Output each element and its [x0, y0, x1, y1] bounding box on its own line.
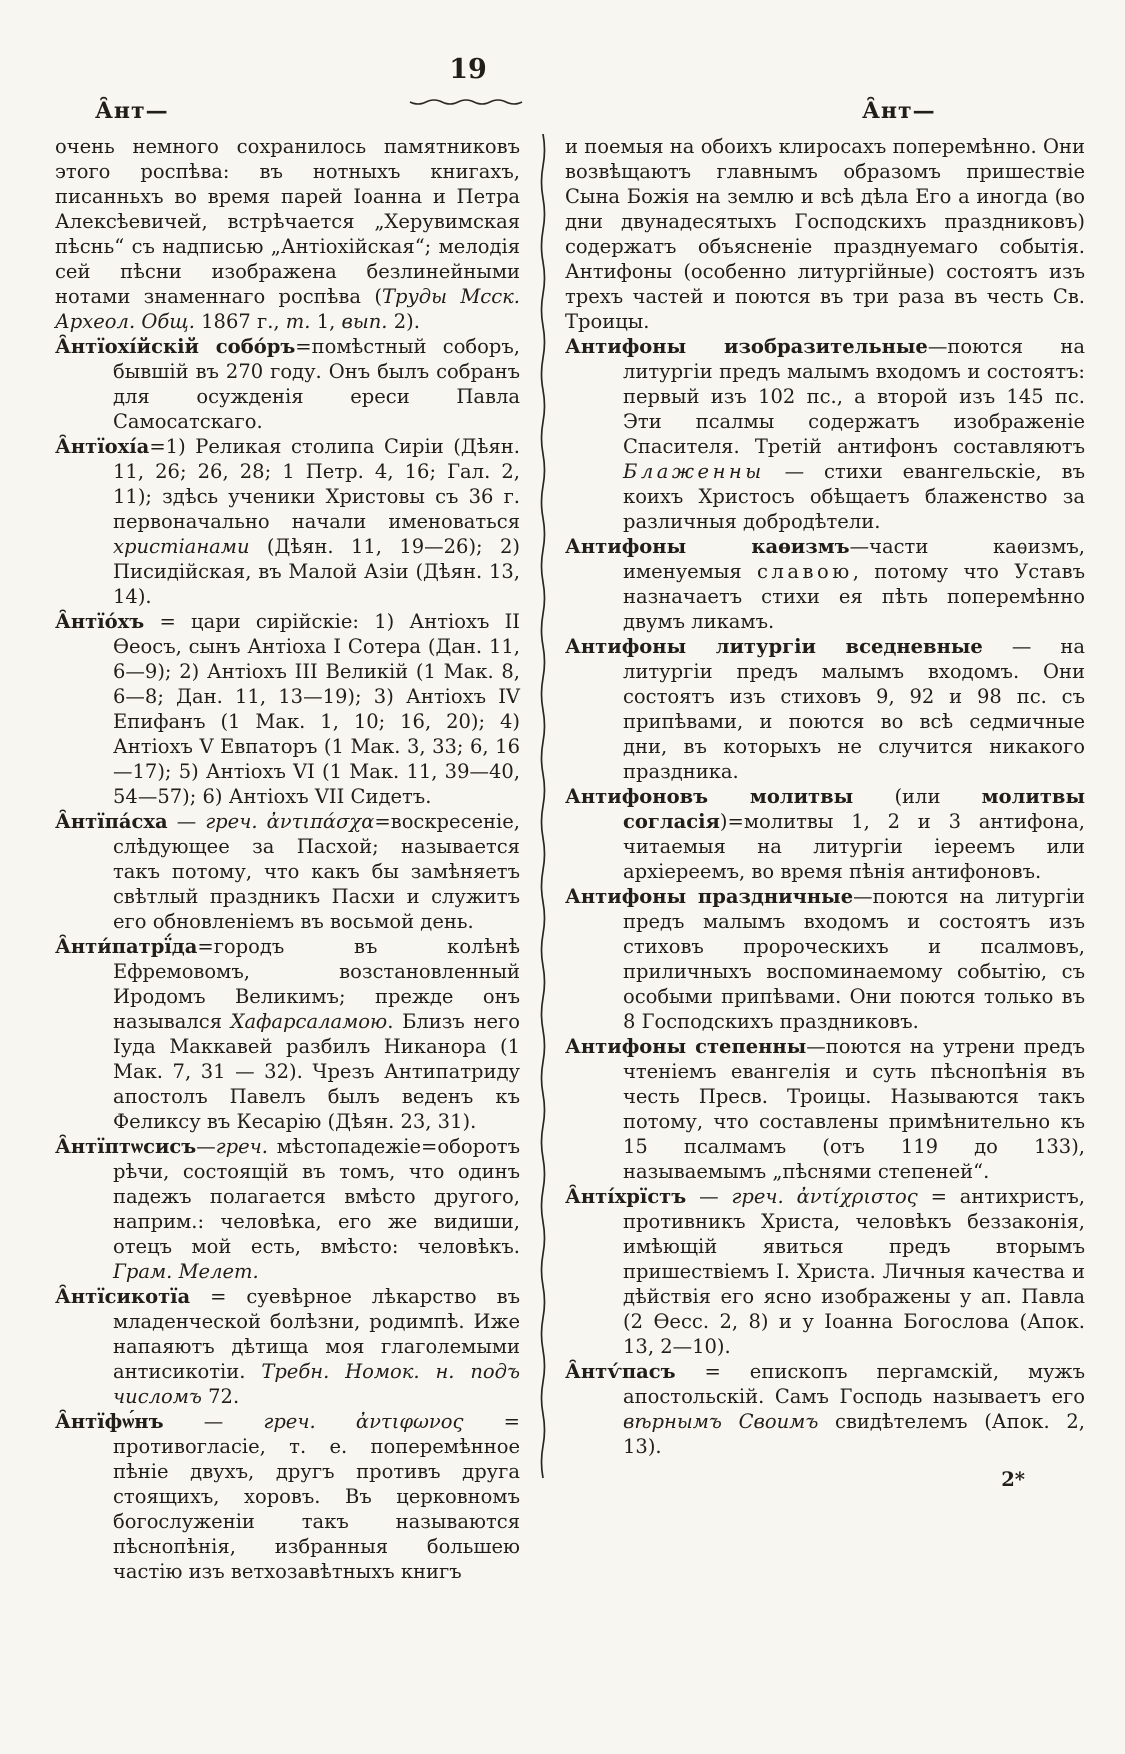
- greek-term: ἀντιφωνος: [355, 1410, 464, 1433]
- wavy-divider-icon: [538, 134, 548, 1494]
- headword: А̑нти́патрї́да: [55, 935, 198, 958]
- body-text: свидѣтелемъ (Апок. 2, 13).: [623, 1410, 1085, 1458]
- headword: молитвы согласія: [623, 785, 1085, 833]
- body-text: =воскресеніе, слѣдующее за Пасхой; называется такъ потому, что какъ бы замѣняетъ свѣтлый праздникъ Пасхи и служитъ его обновленіемъ въ восьмой день.: [113, 810, 520, 933]
- right-column-entries: [565, 134, 1085, 1459]
- emphasized-text: славою: [757, 560, 853, 583]
- emphasized-text: Хафарсаламою: [230, 1010, 388, 1033]
- headword: Антифоны праздничные: [565, 885, 854, 908]
- headword: А̑нті́хрїстъ: [565, 1185, 687, 1208]
- emphasized-text: вып.: [341, 310, 388, 333]
- dictionary-entry: [55, 1409, 520, 1584]
- body-text: 2).: [387, 310, 420, 333]
- body-text: —: [686, 1185, 732, 1208]
- emphasized-text: греч.: [731, 1185, 784, 1208]
- dictionary-entry: [565, 884, 1085, 1034]
- body-text: = епископъ пергамскій, мужъ апостольскій. Самъ Господь называетъ его: [623, 1360, 1085, 1408]
- emphasized-text: Требн. Номок. н. подъ числомъ: [113, 1360, 520, 1408]
- headword: А̑нтїохі́а: [55, 435, 150, 458]
- dictionary-entry: [565, 1034, 1085, 1184]
- emphasized-text: вѣрнымъ Своимъ: [623, 1410, 819, 1433]
- headword: Антифоны литургіи вседневные: [565, 635, 983, 658]
- dictionary-entry: [55, 434, 520, 609]
- headword: Антифоновъ молитвы: [565, 785, 854, 808]
- headword: А̑нтїфѡ́нъ: [55, 1410, 164, 1433]
- body-text: = антихристъ, противникъ Христа, человѣкъ беззаконія, имѣющій явиться предъ вторымъ пришествіемъ І. Христа. Личныя качества и дѣйствія его ясно изображены у ап. Павла (2 Ѳесс. 2, 8) и у Іоанна Богослова (Апок. 13, 2—10).: [623, 1185, 1086, 1358]
- body-text: = цари сирійскіе: 1) Антіохъ II Ѳеосъ, сынъ Антіоха I Сотера (Дан. 11, 6—9); 2) Антіохъ III Великій (1 Мак. 8, 6—8; Дан. 11, 13—19); 3) Антіохъ IV Епифанъ (1 Мак. 1, 10; 16, 20); 4) Антіохъ V Евпаторъ (1 Мак. 3, 33; 6, 16—17); 5) Антіохъ VI (1 Мак. 11, 39—40, 54—57); 6) Антіохъ VII Сидетъ.: [113, 610, 520, 808]
- page-number: 19: [449, 54, 487, 85]
- body-text: —части каѳизмъ, именуемыя: [623, 535, 1085, 583]
- running-head-right: А̑нт—: [862, 98, 936, 124]
- body-text: 1,: [310, 310, 342, 333]
- body-text: [316, 1410, 356, 1433]
- signature-mark: 2*: [1001, 1468, 1025, 1491]
- headword: А̑нтїсикотїа: [55, 1285, 191, 1308]
- dictionary-entry: [55, 609, 520, 809]
- dictionary-entry: [55, 334, 520, 434]
- emphasized-text: Труды Мсск. Археол. Общ.: [55, 285, 520, 333]
- dictionary-entry: [565, 534, 1085, 634]
- continuation-paragraph: [55, 134, 520, 334]
- body-text: (или: [853, 785, 982, 808]
- body-text: =помѣстный соборъ, бывшій въ 270 году. Онъ былъ собранъ для осужденія ереси Павла Самосатскаго.: [113, 335, 520, 433]
- wavy-underline-icon: [408, 97, 528, 107]
- body-text: — стихи евангельскіе, въ коихъ Христосъ обѣщаетъ блаженство за различныя добродѣтели.: [623, 460, 1085, 533]
- page-number-wavy-rule: [408, 92, 528, 102]
- body-text: [258, 810, 267, 833]
- headword: А̑нтїпа́сха: [55, 810, 168, 833]
- dictionary-entry: [55, 809, 520, 934]
- body-text: —: [196, 1135, 216, 1158]
- body-text: и поемыя на обоихъ клиросахъ поперемѣнно. Они возвѣщаютъ главнымъ образомъ пришествіе Сына Божія на землю и всѣ дѣла Его а иногда (во дни двунадесятыхъ Господскихъ праздниковъ) содержатъ объясненіе празднуемаго событія. Антифоны (особенно литургійные) состоятъ изъ трехъ частей и поются въ три раза въ честь Св. Троицы.: [565, 135, 1085, 333]
- headword: А̑нтїохі́йскій собо́ръ: [55, 335, 296, 358]
- dictionary-entry: [565, 1184, 1085, 1359]
- emphasized-text: т.: [285, 310, 311, 333]
- greek-term: ἀντίχριστος: [796, 1185, 918, 1208]
- body-text: )=молитвы 1, 2 и 3 антифона, читаемыя на литургіи іереемъ или архіереемъ, во время пѣнія антифоновъ.: [623, 810, 1085, 883]
- dictionary-entry: [565, 334, 1085, 534]
- body-text: мѣстопадежіе=оборотъ рѣчи, состоящій въ томъ, что одинъ падежъ полагается вмѣсто другого, наприм.: человѣка, его же видиши, отецъ мой есть, вмѣсто: человѣкъ.: [113, 1135, 520, 1258]
- headword: А̑нтїо́хъ: [55, 610, 145, 633]
- body-text: очень немного сохранилось памятниковъ этого роспѣва: въ нотныхъ книгахъ, писанньхъ во время парей Іоанна и Петра Алексѣевичей, встрѣчается „Херувимская пѣснь“ съ надписью „Антіохійская“; мелодія сей пѣсни изображена безлинейными нотами знаменнаго роспѣва (: [55, 135, 520, 308]
- running-head-left: А̑нт—: [95, 98, 169, 124]
- body-text: = противогласіе, т. е. поперемѣнное пѣніе двухъ, другъ противъ друга стоящихъ, хоровъ. Въ церковномъ богослуженіи такъ называются пѣснопѣнія, избранныя большею частію изъ ветхозавѣтныхъ книгъ: [113, 1410, 520, 1583]
- emphasized-text: Грам. Мелет.: [113, 1260, 259, 1283]
- continuation-paragraph: [565, 134, 1085, 334]
- headword: Антифоны степенны: [565, 1035, 807, 1058]
- emphasized-text: греч.: [263, 1410, 316, 1433]
- column-divider: [520, 134, 565, 1494]
- headword: Антифоны каѳизмъ: [565, 535, 850, 558]
- body-text: —: [163, 1410, 264, 1433]
- emphasized-text: греч.: [215, 1135, 268, 1158]
- headword: А̑нтїптѡсисъ: [55, 1135, 197, 1158]
- body-text: =1) Реликая столипа Сиріи (Дѣян. 11, 26; 26, 28; 1 Петр. 4, 16; Гал. 2, 11); здѣсь ученики Христовы съ 36 г. первоначально начали именоваться: [113, 435, 520, 533]
- dictionary-entry: [55, 1134, 520, 1284]
- body-text: 72.: [201, 1385, 240, 1408]
- dictionary-entry: [55, 1284, 520, 1409]
- body-text: —поются на литургіи предъ малымъ входомъ и состоятъ изъ стиховъ пророческихъ и псалмовъ, приличныхъ воспоминаемому событію, съ особыми припѣвами. Они поются только въ 8 Господскихъ праздниковъ.: [623, 885, 1085, 1033]
- dictionary-entry: [565, 634, 1085, 784]
- body-text: —поются на утрени предъ чтеніемъ евангелія и суть пѣснопѣнія въ честь Пресв. Троицы. Называются такъ потому, что составлены примѣнительно къ 15 псалмамъ (отъ 119 до 133), называемымъ „пѣснями степеней“.: [623, 1035, 1086, 1183]
- emphasized-text: Блаженны: [623, 460, 765, 483]
- body-text: = суевѣрное лѣкарство въ младенческой болѣзни, родимпѣ. Иже напаяютъ дѣтища моя глаголемыми антисикотіи.: [113, 1285, 520, 1383]
- left-column: [55, 134, 520, 1754]
- body-text: 1867 г.,: [194, 310, 286, 333]
- body-text: —: [167, 810, 206, 833]
- dictionary-entry: [565, 1359, 1085, 1459]
- headword: Антифоны изобразительные: [565, 335, 928, 358]
- text-columns: [55, 134, 1085, 1754]
- greek-term: ἀντιπάσχα: [266, 810, 375, 833]
- body-text: —поются на литургіи предъ малымъ входомъ и состоятъ: первый изъ 102 пс., а второй изъ 145 пс. Эти псалмы содержатъ изображеніе Спасителя. Третій антифонъ составляютъ: [623, 335, 1085, 458]
- body-text: =городъ въ колѣнѣ Ефремовомъ, возстановленный Иродомъ Великимъ; прежде онъ назывался: [113, 935, 520, 1033]
- emphasized-text: христіанами: [113, 535, 250, 558]
- body-text: , потому что Уставъ назначаетъ стихи ея пѣть поперемѣнно двумъ ликамъ.: [623, 560, 1086, 633]
- dictionary-entry: [565, 784, 1085, 884]
- dictionary-entry: [55, 934, 520, 1134]
- body-text: . Близъ него Іуда Маккавей разбилъ Никанора (1 Мак. 7, 31 — 32). Чрезъ Антипатриду апостолъ Павелъ былъ веденъ къ Феликсу въ Кесарію (Дѣян. 23, 31).: [113, 1010, 520, 1133]
- body-text: [784, 1185, 797, 1208]
- emphasized-text: греч.: [205, 810, 258, 833]
- right-column: [565, 134, 1085, 1754]
- body-text: (Дѣян. 11, 19—26); 2) Писидійская, въ Малой Азіи (Дѣян. 13, 14).: [113, 535, 520, 608]
- headword: А̑нтѵ́пасъ: [565, 1360, 676, 1383]
- body-text: — на литургіи предъ малымъ входомъ. Они состоятъ изъ стиховъ 9, 92 и 98 пс. съ припѣвами, и поются во всѣ седмичные дни, въ которыхъ не случится никакого праздника.: [623, 635, 1085, 783]
